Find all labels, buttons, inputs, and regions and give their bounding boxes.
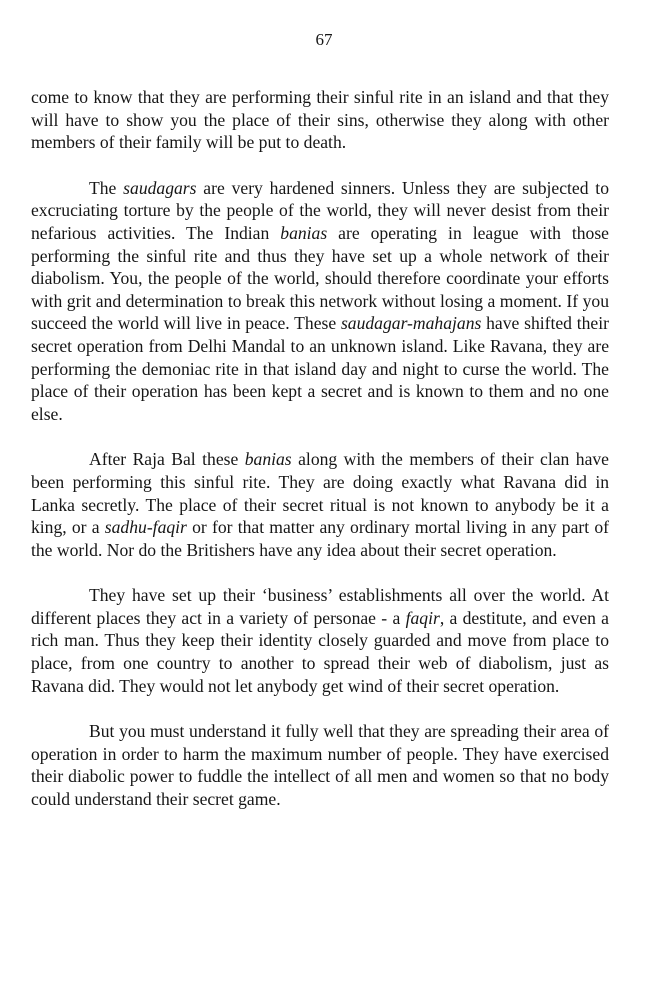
italic-term: banias [280,222,328,243]
italic-term: saudagar-mahajans [340,313,482,334]
paragraph-4 [31,584,609,697]
page-number: 67 [315,30,333,49]
text-segment: along with the members of their clan have been performing this sinful rite. They are doing exactly what Ravana did in Lanka secretly. The place of their secret ritual is not known to anybody be it a king, or a [31,449,609,538]
text-segment: They have set up their ‘business’ establishments all over the world. At different places they act in a variety of personae - a [31,585,609,628]
text-segment: , a destitute, and even a rich man. Thus they keep their identity closely guarded and move from place to place, from one country to another to spread their web of diabolism, just as Ravana did. They would not let anybody get wind of their secret operation. [31,607,609,696]
italic-term: banias [244,449,292,470]
text-segment: The [89,177,124,198]
paragraph-3 [31,448,609,561]
text-segment: have shifted their secret operation from Delhi Mandal to an unknown island. Like Ravana, they are performing the demoniac rite in that island day and night to curse the world. The place of their operation has been kept a secret and is known to them and no one else. [31,313,609,424]
text-segment: are very hardened sinners. Unless they are subjected to excruciating torture by the people of the world, they will never desist from their nefarious activities. The Indian [31,177,609,243]
body-text [31,86,609,811]
paragraph-2 [31,177,609,426]
paragraph-5 [31,720,609,810]
text-segment: After Raja Bal these [89,449,245,470]
text-segment: come to know that they are performing their sinful rite in an island and that they will have to show you the place of their sins, otherwise they along with other members of their family will be put to death. [31,87,609,153]
text-segment: or for that matter any ordinary mortal living in any part of the world. Nor do the Britishers have any idea about their secret operation. [31,517,609,560]
italic-term: saudagars [123,177,197,198]
italic-term: sadhu-faqir [104,517,187,538]
paragraph-1 [31,86,609,154]
text-segment: But you must understand it fully well that they are spreading their area of operation in order to harm the maximum number of people. They have exercised their diabolic power to fuddle the intellect of all men and women so that no body could understand their secret game. [31,721,609,810]
text-segment: are operating in league with those performing the sinful rite and thus they have set up a whole network of their diabolism. You, the people of the world, should therefore coordinate your efforts with grit and determination to break this network without losing a moment. If you succeed the world will live in peace. These [31,222,609,334]
italic-term: faqir [405,607,440,628]
